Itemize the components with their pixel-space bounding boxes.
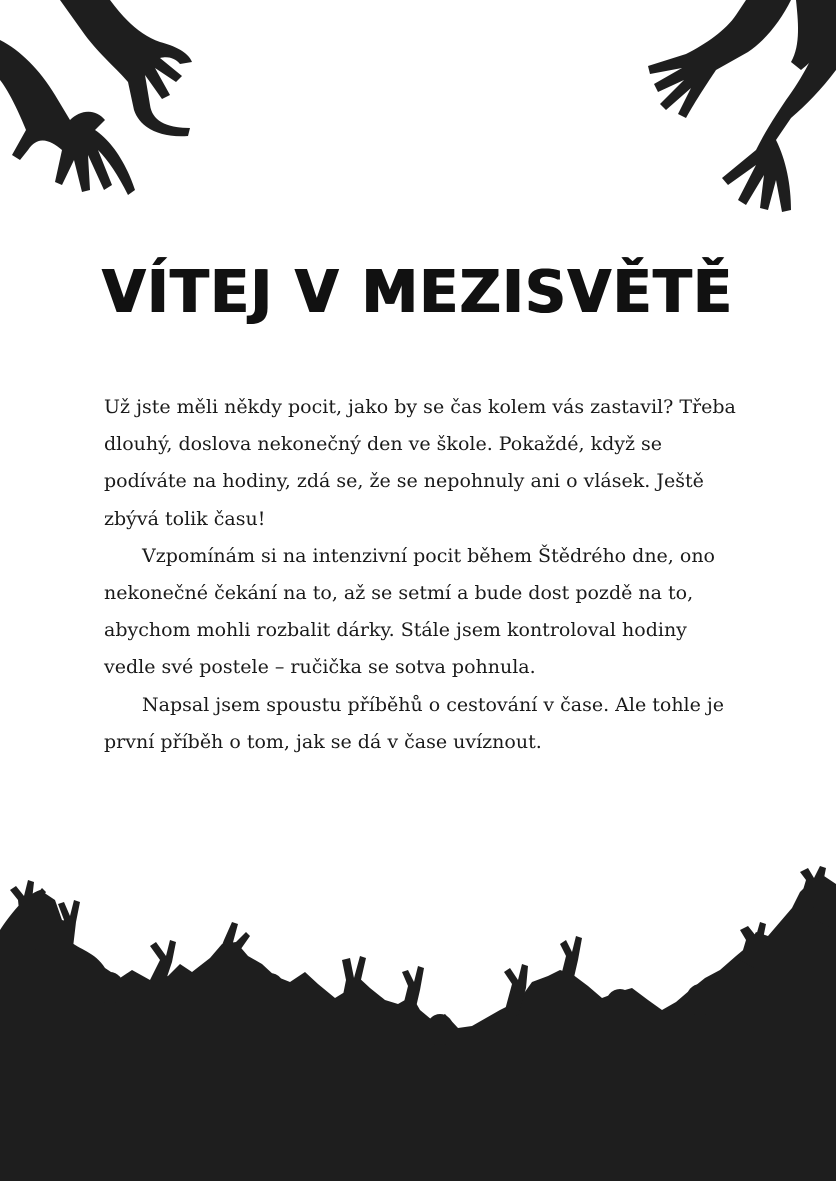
zombie-hand-top-right-icon [586,0,836,215]
paragraph-1: Už jste měli někdy pocit, jako by se čas kolem vás zastavil? Třeba dlouhý, doslova nekonečný den ve škole. Pokaždé, když se podíváte na hodiny, zdá se, že se nepohnuly ani o vlásek. Ještě zbývá tolik času! [104,396,736,530]
zombie-hand-top-left-icon [0,0,210,210]
story-intro-text [104,389,744,761]
paragraph-3: Napsal jsem spoustu příběhů o cestování v čase. Ale tohle je první příběh o tom, jak se dá v čase uvíznout. [104,693,725,753]
paragraph-2: Vzpomínám si na intenzivní pocit během Štědrého dne, ono nekonečné čekání na to, až se setmí a bude dost pozdě na to, abychom mohli rozbalit dárky. Stále jsem kontroloval hodiny vedle své postele – ručička se sotva pohnula. [104,544,715,679]
page-title: VÍTEJ V MEZISVĚTĚ [102,257,734,327]
zombie-crowd-silhouette [0,860,836,1181]
